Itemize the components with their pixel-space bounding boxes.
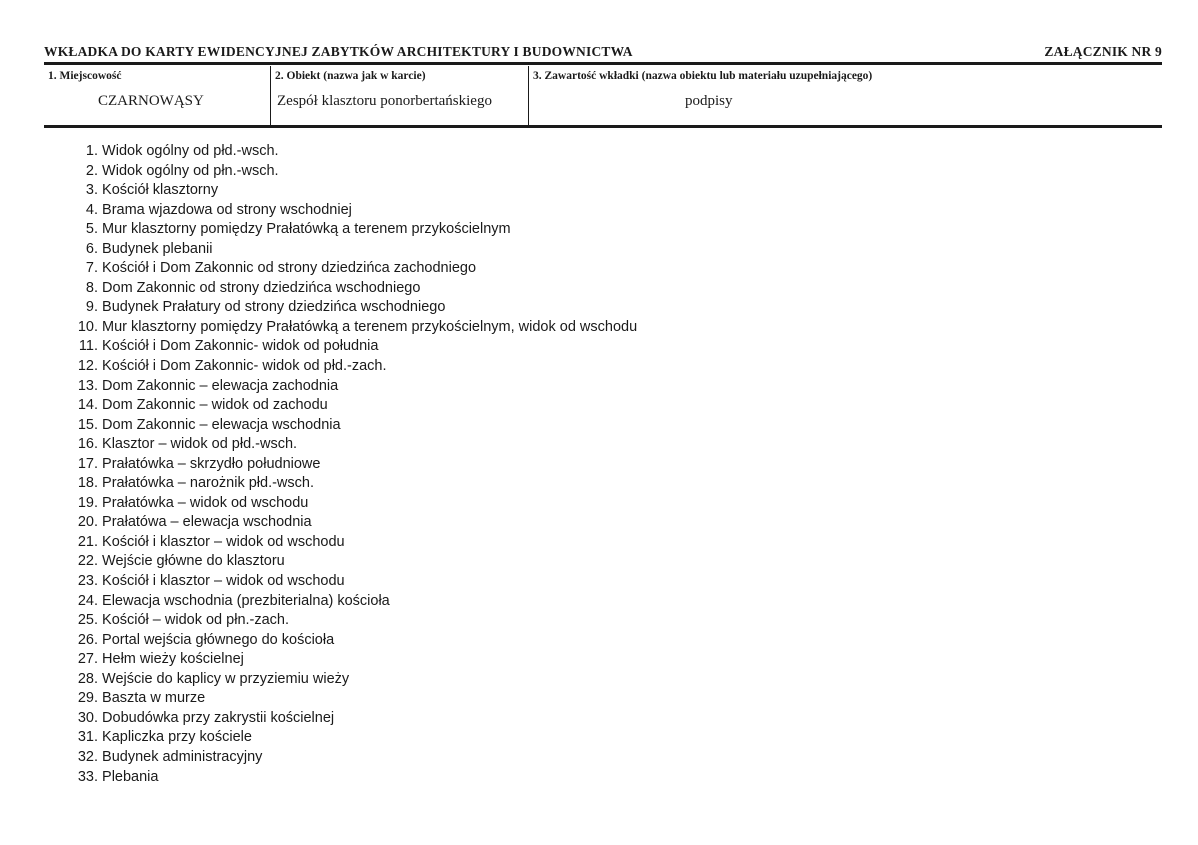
item-number: 32. <box>77 748 98 765</box>
bottom-rule <box>44 125 1162 128</box>
list-item <box>74 689 637 709</box>
item-text: Elewacja wschodnia (prezbiterialna) kościoła <box>102 592 390 609</box>
list-item <box>74 533 637 553</box>
item-number: 16. <box>77 436 98 453</box>
item-number: 4. <box>85 201 98 218</box>
contents-value: podpisy <box>685 93 733 109</box>
item-text: Dom Zakonnic – elewacja zachodnia <box>102 377 339 394</box>
item-number: 7. <box>85 260 98 277</box>
list-item <box>74 552 637 572</box>
item-text: Budynek Prałatury od strony dziedzińca wschodniego <box>102 299 446 316</box>
locality-field <box>44 66 270 125</box>
list-item <box>74 650 637 670</box>
item-number: 11. <box>78 338 98 355</box>
item-text: Dom Zakonnic od strony dziedzińca wschodniego <box>102 279 421 296</box>
list-item <box>74 240 637 260</box>
contents-field <box>528 66 1162 125</box>
list-item <box>74 142 637 162</box>
document-title: WKŁADKA DO KARTY EWIDENCYJNEJ ZABYTKÓW ARCHITEKTURY I BUDOWNICTWA <box>44 44 633 59</box>
document-header <box>44 44 1162 64</box>
item-number: 12. <box>77 358 98 375</box>
item-text: Widok ogólny od płn.-wsch. <box>102 162 279 179</box>
list-item <box>74 181 637 201</box>
item-number: 29. <box>77 690 98 707</box>
item-number: 20. <box>77 514 98 531</box>
item-number: 18. <box>77 475 98 492</box>
list-item <box>74 572 637 592</box>
item-text: Plebania <box>102 768 159 785</box>
item-text: Wejście główne do klasztoru <box>102 553 285 570</box>
item-text: Kościół – widok od płn.-zach. <box>102 612 290 629</box>
list-item <box>74 162 637 182</box>
item-number: 2. <box>85 162 98 179</box>
item-text: Brama wjazdowa od strony wschodniej <box>102 201 352 218</box>
list-item <box>74 494 637 514</box>
list-item <box>74 279 637 299</box>
item-text: Budynek plebanii <box>102 240 213 257</box>
list-item <box>74 416 637 436</box>
list-item <box>74 357 637 377</box>
item-text: Kościół i Dom Zakonnic- widok od płd.-zach. <box>102 358 387 375</box>
list-item <box>74 337 637 357</box>
list-item <box>74 220 637 240</box>
list-item <box>74 474 637 494</box>
list-item <box>74 631 637 651</box>
item-number: 25. <box>77 612 98 629</box>
item-text: Prałatówka – skrzydło południowe <box>102 455 321 472</box>
item-text: Kościół i Dom Zakonnic od strony dziedzińca zachodniego <box>102 260 477 277</box>
item-text: Wejście do kaplicy w przyziemiu wieży <box>102 670 350 687</box>
list-item <box>74 455 637 475</box>
list-item <box>74 396 637 416</box>
contents-label: 3. Zawartość wkładki (nazwa obiektu lub materiału uzupełniającego) <box>533 70 873 82</box>
item-text: Baszta w murze <box>102 690 206 707</box>
item-number: 17. <box>77 455 98 472</box>
item-text: Mur klasztorny pomiędzy Prałatówką a terenem przykościelnym <box>102 221 511 238</box>
list-item <box>74 592 637 612</box>
item-number: 3. <box>85 182 98 199</box>
item-number: 24. <box>77 592 98 609</box>
list-item <box>74 259 637 279</box>
item-number: 31. <box>77 729 98 746</box>
item-number: 5. <box>85 221 98 238</box>
item-text: Kościół klasztorny <box>102 182 219 199</box>
annex-number: ZAŁĄCZNIK NR 9 <box>1044 44 1162 59</box>
item-text: Mur klasztorny pomiędzy Prałatówką a terenem przykościelnym, widok od wschodu <box>102 318 638 335</box>
item-text: Prałatówka – narożnik płd.-wsch. <box>102 475 314 492</box>
item-number: 21. <box>77 533 98 550</box>
object-label: 2. Obiekt (nazwa jak w karcie) <box>275 70 426 82</box>
form-fields <box>44 66 1162 125</box>
list-item <box>74 298 637 318</box>
item-text: Prałatówa – elewacja wschodnia <box>102 514 312 531</box>
item-text: Portal wejścia głównego do kościoła <box>102 631 335 648</box>
item-text: Kościół i klasztor – widok od wschodu <box>102 533 345 550</box>
caption-list <box>74 142 637 787</box>
item-text: Kapliczka przy kościele <box>102 729 252 746</box>
top-rule <box>44 62 1162 65</box>
list-item <box>74 709 637 729</box>
object-value: Zespół klasztoru ponorbertańskiego <box>277 93 492 109</box>
list-item <box>74 670 637 690</box>
list-item <box>74 318 637 338</box>
list-item <box>74 377 637 397</box>
item-number: 27. <box>77 651 98 668</box>
list-item <box>74 611 637 631</box>
list-item <box>74 748 637 768</box>
list-item <box>74 768 637 788</box>
item-number: 6. <box>85 240 98 257</box>
list-item <box>74 513 637 533</box>
item-number: 9. <box>85 299 98 316</box>
item-number: 33. <box>77 768 98 785</box>
item-text: Prałatówka – widok od wschodu <box>102 494 309 511</box>
locality-label: 1. Miejscowość <box>48 70 122 82</box>
object-field <box>270 66 528 125</box>
list-item <box>74 728 637 748</box>
item-number: 26. <box>77 631 98 648</box>
item-text: Budynek administracyjny <box>102 748 263 765</box>
item-text: Dobudówka przy zakrystii kościelnej <box>102 709 335 726</box>
item-text: Klasztor – widok od płd.-wsch. <box>102 436 298 453</box>
item-number: 1. <box>85 143 98 159</box>
item-text: Dom Zakonnic – widok od zachodu <box>102 397 328 414</box>
item-number: 23. <box>77 573 98 590</box>
list-item <box>74 435 637 455</box>
item-number: 28. <box>77 670 98 687</box>
item-number: 10. <box>77 318 98 335</box>
item-text: Widok ogólny od płd.-wsch. <box>102 143 279 159</box>
item-text: Kościół i Dom Zakonnic- widok od południa <box>102 338 379 355</box>
item-text: Hełm wieży kościelnej <box>102 651 244 668</box>
item-number: 13. <box>77 377 98 394</box>
item-text: Kościół i klasztor – widok od wschodu <box>102 573 345 590</box>
list-item <box>74 201 637 221</box>
locality-value: CZARNOWĄSY <box>98 93 204 109</box>
item-number: 19. <box>77 494 98 511</box>
item-number: 8. <box>85 279 98 296</box>
item-text: Dom Zakonnic – elewacja wschodnia <box>102 416 341 433</box>
item-number: 14. <box>77 397 98 414</box>
item-number: 30. <box>77 709 98 726</box>
item-number: 15. <box>77 416 98 433</box>
item-number: 22. <box>77 553 98 570</box>
